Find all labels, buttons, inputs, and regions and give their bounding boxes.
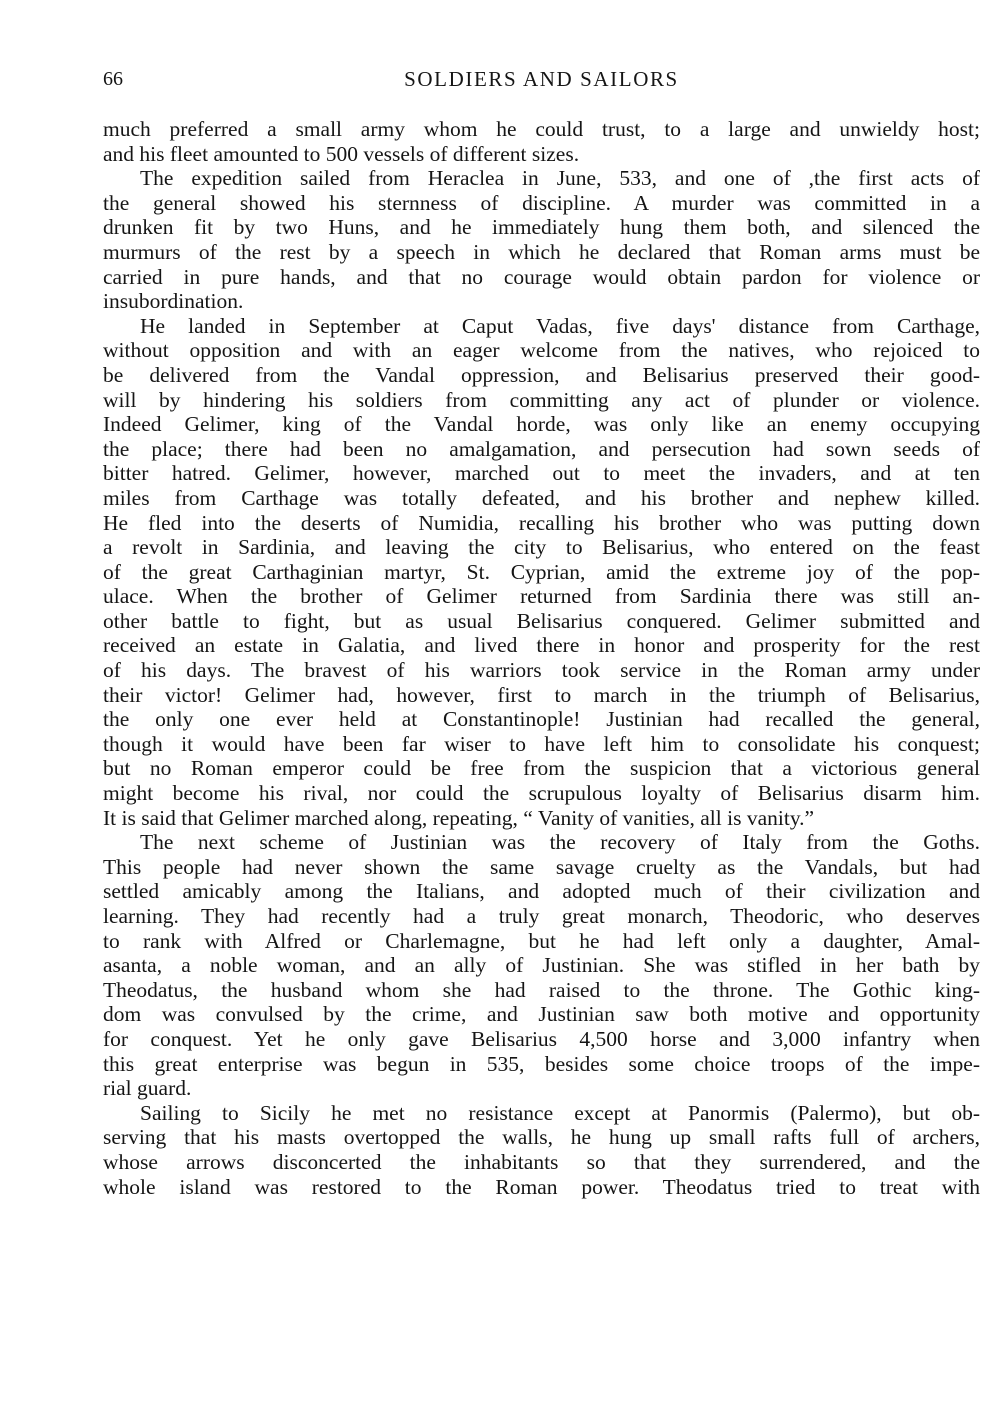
text-line: other battle to fight, but as usual Belisarius conquered. Gelimer submitted and bbox=[103, 608, 980, 633]
text-line: of his days. The bravest of his warriors took service in the Roman army under bbox=[103, 658, 980, 683]
text-line: settled amicably among the Italians, and adopted much of their civilization and bbox=[103, 879, 980, 904]
text-line: but no Roman emperor could be free from the suspicion that a victorious general bbox=[103, 756, 980, 781]
text-line: learning. They had recently had a truly great monarch, Theodoric, who deserves bbox=[103, 904, 980, 928]
text-line: The next scheme of Justinian was the recovery of Italy from the Goths. bbox=[140, 830, 980, 855]
text-line: a revolt in Sardinia, and leaving the city to Belisarius, who entered on the feast bbox=[103, 535, 980, 560]
text-line: dom was convulsed by the crime, and Justinian saw both motive and opportunity bbox=[103, 1002, 980, 1027]
text-line: this great enterprise was begun in 535, besides some choice troops of the impe- bbox=[103, 1051, 980, 1076]
text-line: for conquest. Yet he only gave Belisarius 4,500 horse and 3,000 infantry when bbox=[103, 1026, 980, 1051]
text-line: whole island was restored to the Roman power. Theodatus tried to treat with bbox=[103, 1174, 980, 1199]
text-line: to rank with Alfred or Charlemagne, but he had left only a daughter, Amal- bbox=[103, 928, 980, 953]
text-line: the place; there had been no amalgamation, and persecution had sown seeds of bbox=[103, 436, 980, 461]
text-line: drunken fit by two Huns, and he immediately hung them both, and silenced the bbox=[103, 215, 980, 240]
text-line: serving that his masts overtopped the walls, he hung up small rafts full of archers, bbox=[103, 1125, 980, 1150]
text-line: received an estate in Galatia, and lived there in honor and prosperity for the rest bbox=[103, 633, 980, 658]
page-number: 66 bbox=[103, 68, 123, 90]
text-line: the general showed his sternness of discipline. A murder was committed in a bbox=[103, 190, 980, 215]
running-title: SOLDIERS AND SAILORS bbox=[404, 67, 679, 91]
text-line: though it would have been far wiser to have left him to consolidate his conquest; bbox=[103, 731, 980, 756]
text-line: whose arrows disconcerted the inhabitants so that they surrendered, and the bbox=[103, 1149, 980, 1174]
text-line: Theodatus, the husband whom she had raised to the throne. The Gothic king- bbox=[103, 977, 980, 1002]
text-line: their victor! Gelimer had, however, first to march in the triumph of Belisarius, bbox=[103, 682, 980, 707]
text-line: bitter hatred. Gelimer, however, marched out to meet the invaders, and at ten bbox=[103, 461, 980, 486]
text-line: ulace. When the brother of Gelimer returned from Sardinia there was still an- bbox=[103, 584, 980, 609]
paragraph-5 bbox=[103, 1101, 980, 1199]
text-line: Sailing to Sicily he met no resistance except at Panormis (Palermo), but ob- bbox=[140, 1100, 980, 1125]
page-header bbox=[103, 66, 980, 94]
text-line: insubordination. bbox=[103, 289, 244, 314]
text-line: rial guard. bbox=[103, 1076, 192, 1101]
text-line: asanta, a noble woman, and an ally of Justinian. She was stifled in her bath by bbox=[103, 953, 980, 978]
text-line: murmurs of the rest by a speech in which he declared that Roman arms must be bbox=[103, 239, 980, 264]
text-line: might become his rival, nor could the scrupulous loyalty of Belisarius disarm him. bbox=[103, 781, 980, 806]
text-line: of the great Carthaginian martyr, St. Cyprian, amid the extreme joy of the pop- bbox=[103, 559, 980, 584]
text-line: the only one ever held at Constantinople! Justinian had recalled the general, bbox=[103, 707, 980, 732]
paragraph-3 bbox=[103, 314, 980, 830]
text-line: without opposition and with an eager welcome from the natives, who rejoiced to bbox=[103, 338, 980, 363]
text-line: will by hindering his soldiers from committing any act of plunder or violence. bbox=[103, 387, 980, 412]
paragraph-2 bbox=[103, 166, 980, 314]
text-line: be delivered from the Vandal oppression, and Belisarius preserved their good- bbox=[103, 362, 980, 387]
paragraph-1 bbox=[103, 117, 980, 166]
text-line: He fled into the deserts of Numidia, recalling his brother who was putting down bbox=[103, 510, 980, 535]
text-line: This people had never shown the same savage cruelty as the Vandals, but had bbox=[103, 854, 980, 879]
text-line: He landed in September at Caput Vadas, five days' distance from Carthage, bbox=[140, 313, 980, 338]
text-line: The expedition sailed from Heraclea in June, 533, and one of ,the first acts of bbox=[140, 166, 980, 191]
text-line: and his fleet amounted to 500 vessels of different sizes. bbox=[103, 141, 580, 166]
paragraph-4 bbox=[103, 830, 980, 1101]
body-text bbox=[103, 117, 980, 1199]
text-line: It is said that Gelimer marched along, repeating, “ Vanity of vanities, all is vanity.” bbox=[103, 805, 815, 830]
text-line: carried in pure hands, and that no courage would obtain pardon for violence or bbox=[103, 264, 980, 289]
text-line: miles from Carthage was totally defeated, and his brother and nephew killed. bbox=[103, 485, 980, 510]
text-line: much preferred a small army whom he could trust, to a large and unwieldy host; bbox=[103, 117, 980, 141]
text-line: Indeed Gelimer, king of the Vandal horde, was only like an enemy occupying bbox=[103, 412, 980, 437]
